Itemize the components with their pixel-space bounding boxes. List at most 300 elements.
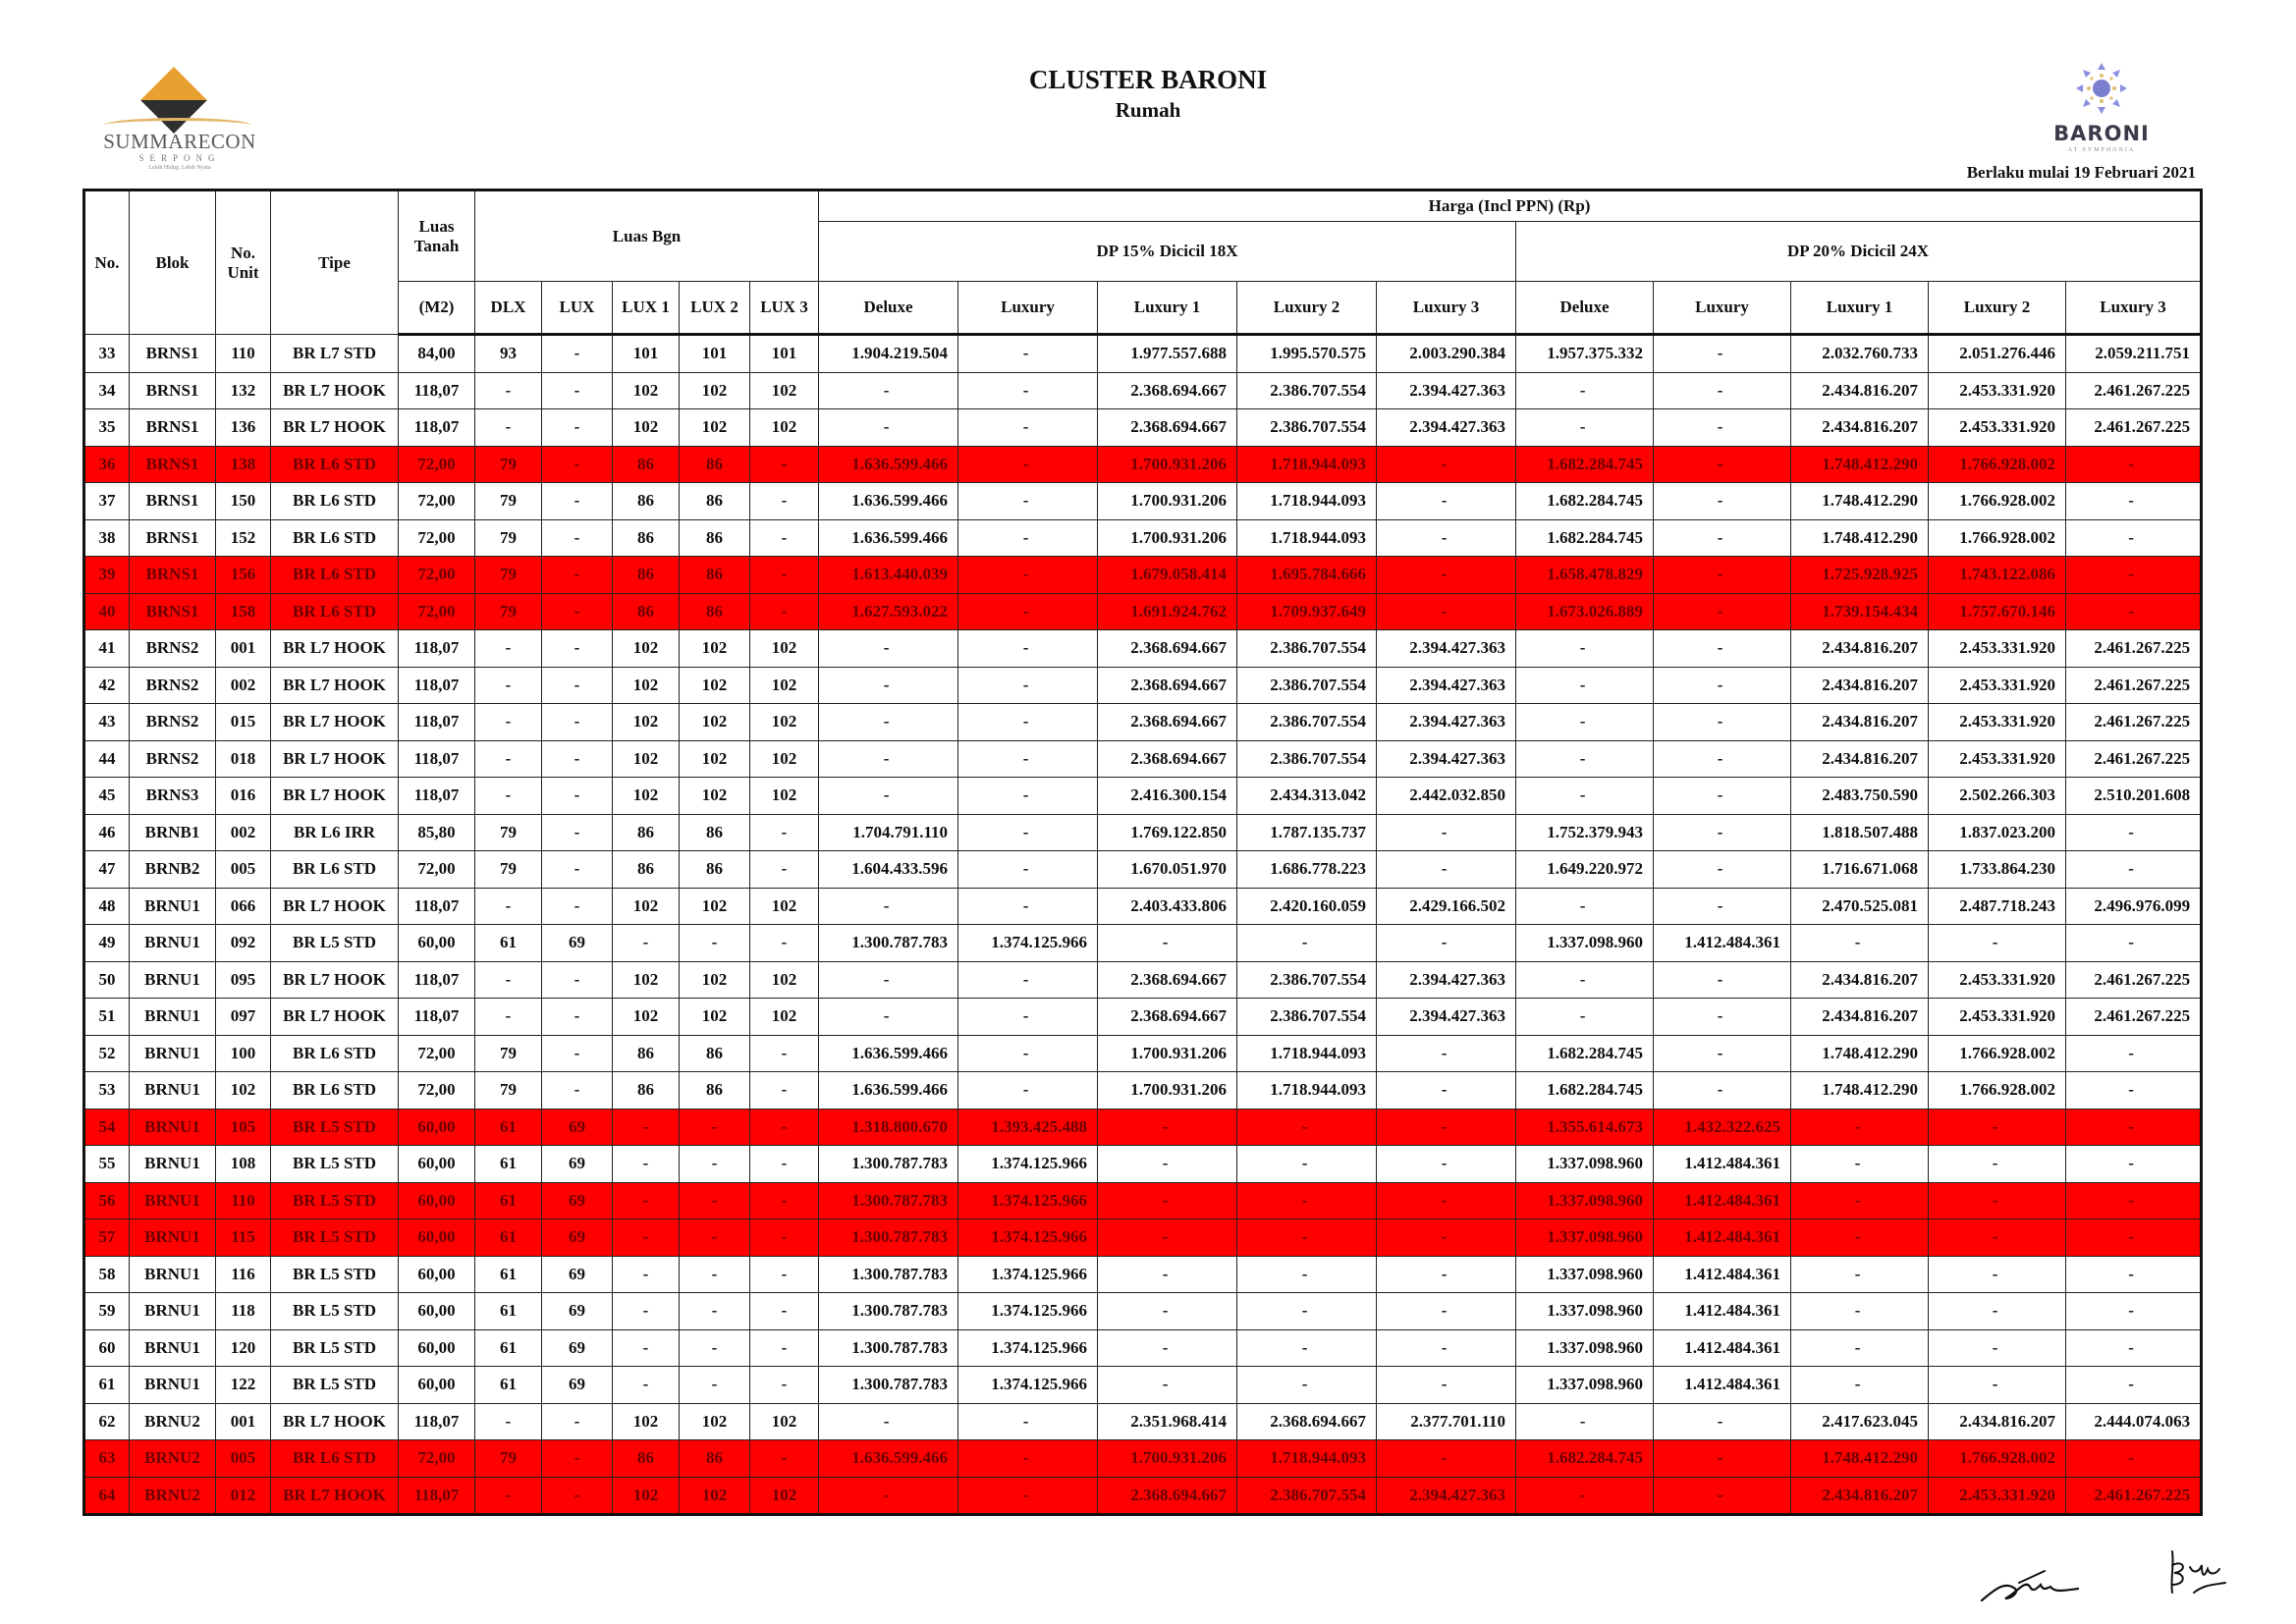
cell-dp20-luxury3: - [2066, 446, 2202, 483]
cell-luas-bgn-lux3: 102 [750, 961, 819, 999]
cell-luas-bgn-dlx: - [475, 778, 542, 815]
cell-luas-bgn-lux: - [542, 888, 613, 925]
cell-dp15-luxury3: 2.394.427.363 [1377, 704, 1516, 741]
cell-luas-bgn-lux3: - [750, 519, 819, 557]
cell-luas-bgn-lux3: 102 [750, 630, 819, 668]
cell-no: 64 [84, 1477, 130, 1515]
cell-blok: BRNU1 [130, 1329, 216, 1367]
cell-dp20-luxury3: - [2066, 557, 2202, 594]
cell-blok: BRNS1 [130, 409, 216, 447]
cell-tipe: BR L5 STD [271, 1109, 399, 1146]
table-row [84, 335, 2202, 373]
cell-luas-bgn-lux3: 102 [750, 1403, 819, 1440]
cell-luas-bgn-lux2: 102 [680, 740, 750, 778]
cell-dp15-luxury1: 1.670.051.970 [1098, 851, 1237, 889]
cell-dp20-luxury1: - [1791, 1367, 1929, 1404]
cell-luas-bgn-lux3: 102 [750, 778, 819, 815]
cell-luas-tanah: 72,00 [399, 446, 475, 483]
cell-dp20-deluxe: 1.752.379.943 [1516, 814, 1654, 851]
cell-luas-bgn-dlx: - [475, 740, 542, 778]
cell-luas-bgn-dlx: - [475, 704, 542, 741]
cell-dp15-luxury2: 1.718.944.093 [1237, 519, 1377, 557]
cell-blok: BRNU1 [130, 1367, 216, 1404]
cell-tipe: BR L7 HOOK [271, 999, 399, 1036]
cell-blok: BRNS1 [130, 519, 216, 557]
cell-dp15-luxury3: 2.394.427.363 [1377, 372, 1516, 409]
price-table [82, 189, 2203, 1516]
table-row [84, 740, 2202, 778]
cell-dp15-luxury1: 2.403.433.806 [1098, 888, 1237, 925]
cell-luas-bgn-dlx: 61 [475, 1293, 542, 1330]
cell-luas-bgn-lux1: - [613, 1329, 680, 1367]
cell-dp20-luxury1: - [1791, 1219, 1929, 1257]
cell-dp15-luxury1: 1.700.931.206 [1098, 1440, 1237, 1478]
cell-dp20-luxury: - [1654, 335, 1791, 373]
cell-luas-bgn-dlx: 61 [475, 1146, 542, 1183]
cell-tipe: BR L6 STD [271, 483, 399, 520]
cell-dp15-luxury1: - [1098, 1146, 1237, 1183]
cell-dp15-luxury1: 2.368.694.667 [1098, 740, 1237, 778]
cell-dp20-luxury1: 2.434.816.207 [1791, 667, 1929, 704]
cell-luas-bgn-dlx: 61 [475, 1367, 542, 1404]
cell-dp15-luxury3: - [1377, 1440, 1516, 1478]
cell-no-unit: 005 [216, 851, 271, 889]
table-row-sold [84, 446, 2202, 483]
cell-no: 33 [84, 335, 130, 373]
cell-no: 37 [84, 483, 130, 520]
cell-dp20-deluxe: 1.682.284.745 [1516, 446, 1654, 483]
cell-luas-bgn-lux2: 86 [680, 446, 750, 483]
cell-luas-bgn-lux1: 102 [613, 1403, 680, 1440]
col-header-harga: Harga (Incl PPN) (Rp) [819, 190, 2202, 222]
cell-no-unit: 115 [216, 1219, 271, 1257]
cell-dp15-luxury: 1.374.125.966 [958, 925, 1098, 962]
cell-luas-bgn-lux3: 102 [750, 1477, 819, 1515]
cell-luas-tanah: 60,00 [399, 925, 475, 962]
cell-luas-bgn-lux2: - [680, 1146, 750, 1183]
cell-luas-tanah: 72,00 [399, 1035, 475, 1072]
cell-tipe: BR L7 HOOK [271, 409, 399, 447]
cell-luas-bgn-lux3: 102 [750, 409, 819, 447]
cell-luas-bgn-lux2: 102 [680, 999, 750, 1036]
cell-no-unit: 108 [216, 1146, 271, 1183]
cell-dp20-deluxe: - [1516, 1403, 1654, 1440]
cell-dp20-luxury: - [1654, 409, 1791, 447]
cell-luas-bgn-lux3: - [750, 1182, 819, 1219]
cell-no: 52 [84, 1035, 130, 1072]
cell-dp20-luxury2: 2.453.331.920 [1929, 740, 2066, 778]
cell-tipe: BR L7 STD [271, 335, 399, 373]
cell-luas-bgn-lux: - [542, 814, 613, 851]
cell-dp20-luxury3: - [2066, 593, 2202, 630]
cell-dp15-luxury2: - [1237, 1109, 1377, 1146]
cell-luas-bgn-lux: - [542, 740, 613, 778]
cell-luas-bgn-dlx: - [475, 999, 542, 1036]
cell-dp20-deluxe: 1.682.284.745 [1516, 483, 1654, 520]
cell-luas-bgn-lux2: - [680, 1367, 750, 1404]
baroni-sub: AT SYMPHONIA [2067, 147, 2136, 153]
cell-blok: BRNU1 [130, 999, 216, 1036]
cell-dp15-luxury3: - [1377, 851, 1516, 889]
table-row [84, 1367, 2202, 1404]
cell-luas-bgn-lux2: 102 [680, 372, 750, 409]
col-header-lux1: LUX 1 [613, 282, 680, 335]
col-header-no: No. [84, 190, 130, 335]
cell-dp20-luxury1: - [1791, 925, 1929, 962]
cell-no: 56 [84, 1182, 130, 1219]
cell-luas-bgn-lux1: - [613, 1146, 680, 1183]
cell-dp15-luxury2: - [1237, 1367, 1377, 1404]
cell-dp15-deluxe: 1.300.787.783 [819, 1256, 958, 1293]
cell-dp20-luxury3: 2.461.267.225 [2066, 999, 2202, 1036]
cell-dp20-luxury: - [1654, 1035, 1791, 1072]
col-header-luas-bgn: Luas Bgn [475, 190, 819, 282]
cell-luas-bgn-lux1: 86 [613, 1440, 680, 1478]
cell-tipe: BR L6 STD [271, 1440, 399, 1478]
cell-dp15-luxury1: 2.416.300.154 [1098, 778, 1237, 815]
cell-dp20-luxury2: 1.837.023.200 [1929, 814, 2066, 851]
cell-luas-bgn-lux1: 86 [613, 446, 680, 483]
cell-dp20-luxury2: 2.453.331.920 [1929, 667, 2066, 704]
cell-luas-tanah: 60,00 [399, 1367, 475, 1404]
cell-luas-bgn-lux3: 102 [750, 704, 819, 741]
cell-dp20-luxury: - [1654, 557, 1791, 594]
cell-luas-bgn-lux1: 86 [613, 557, 680, 594]
cell-no-unit: 120 [216, 1329, 271, 1367]
cell-luas-tanah: 118,07 [399, 630, 475, 668]
cell-luas-bgn-lux3: - [750, 557, 819, 594]
cell-tipe: BR L7 HOOK [271, 704, 399, 741]
cell-blok: BRNS1 [130, 483, 216, 520]
cell-dp15-deluxe: - [819, 888, 958, 925]
cell-luas-bgn-dlx: 61 [475, 1219, 542, 1257]
cell-dp15-luxury1: 1.700.931.206 [1098, 483, 1237, 520]
cell-dp15-deluxe: - [819, 778, 958, 815]
col-header-luas-tanah: Luas Tanah [399, 190, 475, 282]
cell-luas-bgn-lux1: 102 [613, 667, 680, 704]
cell-luas-tanah: 60,00 [399, 1219, 475, 1257]
cell-luas-bgn-lux2: 86 [680, 519, 750, 557]
cell-luas-bgn-lux: - [542, 704, 613, 741]
baroni-brand: BARONI [2053, 122, 2150, 145]
cell-dp15-luxury: - [958, 778, 1098, 815]
cell-luas-bgn-lux1: 102 [613, 740, 680, 778]
col-header-blok: Blok [130, 190, 216, 335]
cell-dp15-luxury3: 2.394.427.363 [1377, 1477, 1516, 1515]
cell-luas-bgn-lux2: 86 [680, 1072, 750, 1110]
cell-no: 51 [84, 999, 130, 1036]
summarecon-brand: SUMMARECON [103, 130, 256, 153]
cell-dp20-luxury2: 2.502.266.303 [1929, 778, 2066, 815]
cell-luas-bgn-lux3: 102 [750, 999, 819, 1036]
cell-dp15-luxury2: 1.787.135.737 [1237, 814, 1377, 851]
cell-no: 58 [84, 1256, 130, 1293]
cell-luas-tanah: 72,00 [399, 593, 475, 630]
cell-dp20-luxury3: - [2066, 1109, 2202, 1146]
cell-luas-bgn-lux: 69 [542, 1146, 613, 1183]
cell-dp20-luxury2: 2.453.331.920 [1929, 409, 2066, 447]
cell-luas-bgn-lux2: 102 [680, 667, 750, 704]
cell-luas-bgn-lux2: 102 [680, 704, 750, 741]
cell-dp15-luxury1: - [1098, 1293, 1237, 1330]
col-header-dp15-luxury1: Luxury 1 [1098, 282, 1237, 335]
cell-dp15-luxury1: - [1098, 1329, 1237, 1367]
cell-luas-bgn-dlx: 79 [475, 519, 542, 557]
cell-dp20-deluxe: - [1516, 704, 1654, 741]
cell-dp20-deluxe: 1.673.026.889 [1516, 593, 1654, 630]
cell-luas-bgn-lux3: - [750, 1367, 819, 1404]
cell-no-unit: 138 [216, 446, 271, 483]
cell-dp15-luxury2: 2.386.707.554 [1237, 409, 1377, 447]
cell-tipe: BR L5 STD [271, 1367, 399, 1404]
cell-dp20-deluxe: - [1516, 999, 1654, 1036]
cell-no-unit: 150 [216, 483, 271, 520]
cell-no: 39 [84, 557, 130, 594]
cell-dp20-luxury: - [1654, 999, 1791, 1036]
cell-dp20-luxury2: - [1929, 1367, 2066, 1404]
cell-dp20-luxury3: - [2066, 851, 2202, 889]
cell-no-unit: 122 [216, 1367, 271, 1404]
cell-luas-bgn-lux2: 102 [680, 1403, 750, 1440]
cell-tipe: BR L5 STD [271, 1329, 399, 1367]
cell-tipe: BR L6 STD [271, 557, 399, 594]
cell-dp20-luxury3: 2.461.267.225 [2066, 704, 2202, 741]
cell-luas-bgn-lux3: - [750, 1035, 819, 1072]
cell-dp20-luxury1: - [1791, 1182, 1929, 1219]
cell-dp15-luxury2: 1.695.784.666 [1237, 557, 1377, 594]
cell-dp15-deluxe: 1.636.599.466 [819, 1035, 958, 1072]
cell-luas-bgn-lux3: 102 [750, 740, 819, 778]
cell-luas-bgn-lux2: - [680, 925, 750, 962]
cell-dp15-luxury1: 2.368.694.667 [1098, 704, 1237, 741]
cell-dp20-luxury3: - [2066, 925, 2202, 962]
cell-dp15-luxury3: 2.394.427.363 [1377, 667, 1516, 704]
cell-luas-tanah: 60,00 [399, 1109, 475, 1146]
cell-luas-bgn-lux1: - [613, 1109, 680, 1146]
cell-luas-bgn-lux: - [542, 851, 613, 889]
cell-dp15-luxury: - [958, 593, 1098, 630]
col-header-tipe: Tipe [271, 190, 399, 335]
cell-no-unit: 102 [216, 1072, 271, 1110]
cell-dp20-luxury3: 2.461.267.225 [2066, 667, 2202, 704]
cell-luas-bgn-lux3: - [750, 1329, 819, 1367]
cell-luas-tanah: 118,07 [399, 888, 475, 925]
cell-blok: BRNU1 [130, 1035, 216, 1072]
cell-dp15-luxury: - [958, 1403, 1098, 1440]
cell-dp20-deluxe: 1.337.098.960 [1516, 1146, 1654, 1183]
cell-dp20-luxury1: 1.748.412.290 [1791, 446, 1929, 483]
cell-luas-tanah: 118,07 [399, 961, 475, 999]
cell-dp20-luxury: - [1654, 1477, 1791, 1515]
cell-no: 48 [84, 888, 130, 925]
cell-luas-bgn-dlx: 79 [475, 446, 542, 483]
cell-luas-bgn-lux: - [542, 778, 613, 815]
cell-luas-bgn-lux1: - [613, 1219, 680, 1257]
cell-blok: BRNU1 [130, 888, 216, 925]
cell-luas-bgn-lux2: - [680, 1256, 750, 1293]
cell-luas-bgn-lux1: 102 [613, 1477, 680, 1515]
cell-dp15-deluxe: 1.300.787.783 [819, 1329, 958, 1367]
cell-dp15-deluxe: - [819, 961, 958, 999]
cell-dp15-luxury3: - [1377, 593, 1516, 630]
cell-dp20-deluxe: 1.682.284.745 [1516, 1440, 1654, 1478]
cell-dp20-luxury3: 2.059.211.751 [2066, 335, 2202, 373]
cell-dp15-luxury1: 2.368.694.667 [1098, 961, 1237, 999]
cell-dp20-luxury1: 2.434.816.207 [1791, 999, 1929, 1036]
cell-no: 46 [84, 814, 130, 851]
cell-dp20-luxury3: - [2066, 1329, 2202, 1367]
table-row [84, 814, 2202, 851]
col-header-dp15-luxury: Luxury [958, 282, 1098, 335]
cell-dp20-luxury2: 2.453.331.920 [1929, 704, 2066, 741]
cell-no-unit: 110 [216, 1182, 271, 1219]
table-row [84, 1329, 2202, 1367]
cell-dp15-luxury: 1.393.425.488 [958, 1109, 1098, 1146]
cell-dp15-luxury2: 2.386.707.554 [1237, 961, 1377, 999]
cell-luas-bgn-dlx: 93 [475, 335, 542, 373]
cell-no: 62 [84, 1403, 130, 1440]
cell-dp15-luxury: - [958, 961, 1098, 999]
cell-luas-tanah: 84,00 [399, 335, 475, 373]
cell-luas-bgn-lux2: 102 [680, 778, 750, 815]
cell-luas-bgn-lux1: 102 [613, 888, 680, 925]
cell-dp20-luxury3: - [2066, 1293, 2202, 1330]
table-row-sold [84, 1219, 2202, 1257]
cell-dp20-deluxe: 1.337.098.960 [1516, 925, 1654, 962]
cell-dp15-deluxe: - [819, 1403, 958, 1440]
cell-dp20-luxury3: - [2066, 483, 2202, 520]
cell-luas-bgn-lux: - [542, 483, 613, 520]
cell-dp15-luxury3: - [1377, 483, 1516, 520]
cell-no-unit: 015 [216, 704, 271, 741]
cell-luas-tanah: 118,07 [399, 999, 475, 1036]
col-header-dp20-luxury2: Luxury 2 [1929, 282, 2066, 335]
page-subtitle: Rumah [1115, 98, 1181, 122]
cell-dp15-deluxe: - [819, 704, 958, 741]
table-row [84, 999, 2202, 1036]
cell-blok: BRNS1 [130, 372, 216, 409]
cell-luas-bgn-lux3: - [750, 593, 819, 630]
cell-luas-bgn-lux3: 102 [750, 888, 819, 925]
cell-dp20-luxury2: 1.766.928.002 [1929, 519, 2066, 557]
table-row [84, 1403, 2202, 1440]
cell-luas-bgn-dlx: 79 [475, 557, 542, 594]
cell-dp15-luxury1: - [1098, 1182, 1237, 1219]
cell-dp20-deluxe: - [1516, 372, 1654, 409]
cell-dp20-deluxe: 1.337.098.960 [1516, 1293, 1654, 1330]
cell-dp20-luxury: - [1654, 630, 1791, 668]
col-header-dp20-luxury: Luxury [1654, 282, 1791, 335]
cell-no: 61 [84, 1367, 130, 1404]
cell-dp20-luxury1: 1.716.671.068 [1791, 851, 1929, 889]
cell-dp20-luxury2: 2.453.331.920 [1929, 1477, 2066, 1515]
cell-luas-bgn-lux3: - [750, 1146, 819, 1183]
cell-dp20-luxury: - [1654, 888, 1791, 925]
cell-dp15-luxury2: - [1237, 925, 1377, 962]
cell-dp20-luxury3: 2.510.201.608 [2066, 778, 2202, 815]
cell-blok: BRNU1 [130, 925, 216, 962]
cell-luas-tanah: 60,00 [399, 1146, 475, 1183]
cell-dp15-luxury2: 1.718.944.093 [1237, 446, 1377, 483]
cell-dp15-luxury2: 2.434.313.042 [1237, 778, 1377, 815]
cell-dp15-deluxe: 1.604.433.596 [819, 851, 958, 889]
cell-luas-bgn-lux3: - [750, 1072, 819, 1110]
cell-luas-bgn-lux2: - [680, 1109, 750, 1146]
cell-dp15-luxury1: 2.368.694.667 [1098, 999, 1237, 1036]
cell-dp15-luxury1: 2.368.694.667 [1098, 630, 1237, 668]
cell-luas-bgn-lux3: 102 [750, 667, 819, 704]
cell-luas-bgn-lux2: 86 [680, 1035, 750, 1072]
cell-no: 44 [84, 740, 130, 778]
cell-dp15-luxury1: 2.368.694.667 [1098, 372, 1237, 409]
cell-dp15-luxury3: - [1377, 1109, 1516, 1146]
cell-dp15-luxury: - [958, 888, 1098, 925]
cell-luas-bgn-lux1: 101 [613, 335, 680, 373]
cell-dp15-deluxe: - [819, 409, 958, 447]
cell-dp15-luxury: - [958, 409, 1098, 447]
cell-dp20-luxury: - [1654, 483, 1791, 520]
cell-luas-bgn-lux: 69 [542, 1329, 613, 1367]
cell-dp20-luxury: - [1654, 814, 1791, 851]
cell-luas-bgn-lux1: 86 [613, 483, 680, 520]
cell-luas-bgn-lux: 69 [542, 925, 613, 962]
cell-dp20-luxury3: - [2066, 1367, 2202, 1404]
cell-luas-bgn-lux2: - [680, 1182, 750, 1219]
cell-dp15-luxury3: 2.003.290.384 [1377, 335, 1516, 373]
cell-dp15-deluxe: - [819, 1477, 958, 1515]
cell-dp20-luxury: - [1654, 593, 1791, 630]
cell-dp15-luxury: - [958, 630, 1098, 668]
cell-no-unit: 005 [216, 1440, 271, 1478]
cell-blok: BRNU1 [130, 1256, 216, 1293]
cell-dp20-luxury2: 1.766.928.002 [1929, 1440, 2066, 1478]
table-row-sold [84, 1182, 2202, 1219]
cell-blok: BRNS1 [130, 335, 216, 373]
cell-blok: BRNU1 [130, 1182, 216, 1219]
cell-dp15-luxury1: 2.351.968.414 [1098, 1403, 1237, 1440]
cell-dp20-luxury1: 2.434.816.207 [1791, 1477, 1929, 1515]
cell-blok: BRNU1 [130, 1109, 216, 1146]
cell-dp15-luxury3: - [1377, 925, 1516, 962]
col-header-dlx: DLX [475, 282, 542, 335]
cell-dp15-luxury2: - [1237, 1293, 1377, 1330]
cell-blok: BRNS2 [130, 704, 216, 741]
cell-luas-bgn-dlx: - [475, 961, 542, 999]
cell-dp20-luxury2: - [1929, 1146, 2066, 1183]
cell-dp20-luxury2: - [1929, 1329, 2066, 1367]
cell-luas-bgn-dlx: - [475, 409, 542, 447]
cell-dp15-deluxe: - [819, 999, 958, 1036]
cell-dp20-luxury2: 2.453.331.920 [1929, 999, 2066, 1036]
cell-dp15-luxury: - [958, 557, 1098, 594]
cell-dp20-luxury3: - [2066, 1035, 2202, 1072]
cell-dp15-deluxe: 1.318.800.670 [819, 1109, 958, 1146]
cell-luas-bgn-lux: - [542, 519, 613, 557]
cell-luas-bgn-lux3: - [750, 1109, 819, 1146]
cell-luas-bgn-dlx: - [475, 1477, 542, 1515]
cell-luas-bgn-lux: 69 [542, 1109, 613, 1146]
cell-dp15-luxury: - [958, 372, 1098, 409]
cell-dp20-luxury: - [1654, 1440, 1791, 1478]
cell-dp20-luxury: 1.412.484.361 [1654, 1256, 1791, 1293]
cell-dp20-deluxe: 1.337.098.960 [1516, 1182, 1654, 1219]
col-header-dp15-luxury2: Luxury 2 [1237, 282, 1377, 335]
cell-luas-bgn-lux3: 101 [750, 335, 819, 373]
cell-dp20-luxury3: - [2066, 519, 2202, 557]
cell-no: 40 [84, 593, 130, 630]
cell-dp15-luxury2: 2.386.707.554 [1237, 740, 1377, 778]
cell-dp15-deluxe: 1.704.791.110 [819, 814, 958, 851]
